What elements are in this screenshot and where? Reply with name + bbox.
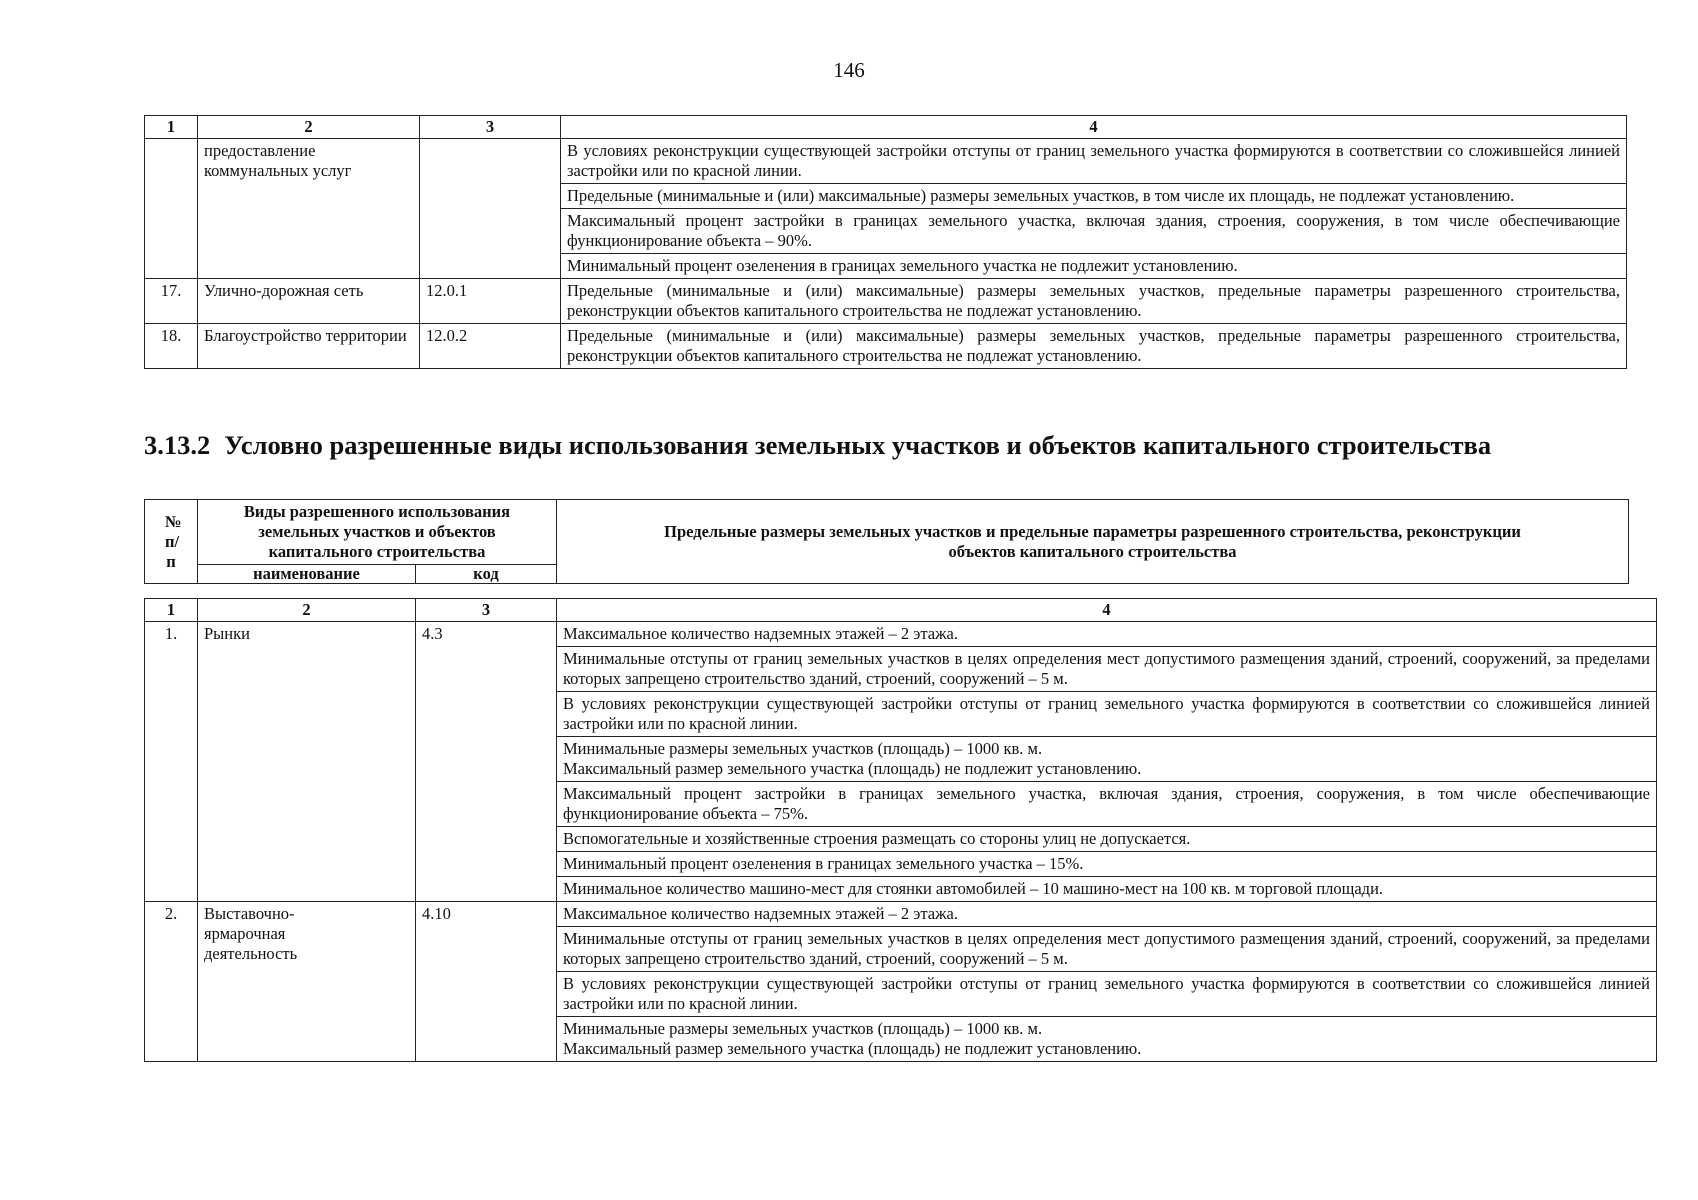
conditional-uses-table-header	[144, 499, 1629, 584]
parameter-cell: Максимальное количество надземных этажей – 2 этажа.	[557, 902, 1657, 927]
column-number: 4	[557, 599, 1657, 622]
column-number: 3	[420, 116, 561, 139]
use-code: 4.10	[416, 902, 557, 1062]
row-number: 2.	[145, 902, 198, 1062]
row-number: 17.	[145, 279, 198, 324]
table-row	[145, 902, 1657, 927]
section-title: Условно разрешенные виды использования земельных участков и объектов капитального строительства	[224, 430, 1492, 460]
use-code: 4.3	[416, 622, 557, 902]
parameter-cell: Минимальный процент озеленения в границах земельного участка не подлежит установлению.	[561, 254, 1627, 279]
parameter-cell: Минимальное количество машино-мест для стоянки автомобилей – 10 машино-мест на 100 кв. м торговой площади.	[557, 877, 1657, 902]
parameter-cell: Минимальные отступы от границ земельных участков в целях определения мест допустимого размещения зданий, строений, сооружений, за пределами которых запрещено строительство зданий, строений, сооружений – 5 м.	[557, 647, 1657, 692]
section-heading	[144, 430, 1684, 461]
parameter-cell: Максимальный процент застройки в границах земельного участка, включая здания, строения, сооружения, в том числе обеспечивающие функционирование объекта – 90%.	[561, 209, 1627, 254]
parameter-cell: Минимальные размеры земельных участков (площадь) – 1000 кв. м. Максимальный размер земельного участка (площадь) не подлежит установлению.	[557, 737, 1657, 782]
parameter-cell: Минимальный процент озеленения в границах земельного участка – 15%.	[557, 852, 1657, 877]
parameter-cell: В условиях реконструкции существующей застройки отступы от границ земельного участка формируются в соответствии со сложившейся линией застройки или по красной линии.	[557, 692, 1657, 737]
column-number: 2	[198, 599, 416, 622]
parameter-cell: Предельные (минимальные и (или) максимальные) размеры земельных участков, предельные параметры разрешенного строительства, реконструкции объектов капитального строительства не подлежат установлению.	[561, 324, 1627, 369]
parameter-cell: Максимальное количество надземных этажей – 2 этажа.	[557, 622, 1657, 647]
column-number: 1	[145, 116, 198, 139]
use-name: Улично-дорожная сеть	[198, 279, 420, 324]
use-name: предоставление коммунальных услуг	[198, 139, 420, 279]
column-number: 4	[561, 116, 1627, 139]
zoning-table-continued	[144, 115, 1627, 369]
table-row	[145, 324, 1627, 369]
parameter-cell: Предельные (минимальные и (или) максимальные) размеры земельных участков, предельные параметры разрешенного строительства, реконструкции объектов капитального строительства не подлежат установлению.	[561, 279, 1627, 324]
row-number: 18.	[145, 324, 198, 369]
use-name: Выставочно-ярмарочная деятельность	[198, 902, 416, 1062]
parameter-cell: Максимальный процент застройки в границах земельного участка, включая здания, строения, сооружения, в том числе обеспечивающие функционирование объекта – 75%.	[557, 782, 1657, 827]
page-number: 146	[833, 58, 865, 82]
section-number: 3.13.2	[144, 430, 211, 460]
use-name: Рынки	[198, 622, 416, 902]
parameter-cell: В условиях реконструкции существующей застройки отступы от границ земельного участка формируются в соответствии со сложившейся линией застройки или по красной линии.	[561, 139, 1627, 184]
use-code: 12.0.1	[420, 279, 561, 324]
column-number-row	[145, 116, 1627, 139]
parameter-cell: Минимальные размеры земельных участков (площадь) – 1000 кв. м. Максимальный размер земельного участка (площадь) не подлежит установлению.	[557, 1017, 1657, 1062]
use-name: Благоустройство территории	[198, 324, 420, 369]
column-number-row	[145, 599, 1657, 622]
column-number: 1	[145, 599, 198, 622]
row-number: 1.	[145, 622, 198, 902]
parameter-cell: Минимальные отступы от границ земельных участков в целях определения мест допустимого размещения зданий, строений, сооружений, за пределами которых запрещено строительство зданий, строений, сооружений – 5 м.	[557, 927, 1657, 972]
header-parameters: Предельные размеры земельных участков и предельные параметры разрешенного строительства, реконструкции объектов капитального строительства	[557, 500, 1629, 584]
parameter-cell: Предельные (минимальные и (или) максимальные) размеры земельных участков, в том числе их площадь, не подлежат установлению.	[561, 184, 1627, 209]
use-code	[420, 139, 561, 279]
row-number	[145, 139, 198, 279]
header-number: № п/п	[145, 500, 198, 584]
table-row	[145, 622, 1657, 647]
table-row	[145, 139, 1627, 184]
header-use-code: код	[416, 565, 557, 584]
header-use-kinds: Виды разрешенного использования земельных участков и объектов капитального строительства	[198, 500, 557, 565]
header-use-name: наименование	[198, 565, 416, 584]
column-number: 3	[416, 599, 557, 622]
parameter-cell: Вспомогательные и хозяйственные строения размещать со стороны улиц не допускается.	[557, 827, 1657, 852]
column-number: 2	[198, 116, 420, 139]
use-code: 12.0.2	[420, 324, 561, 369]
table-row	[145, 279, 1627, 324]
parameter-cell: В условиях реконструкции существующей застройки отступы от границ земельного участка формируются в соответствии со сложившейся линией застройки или по красной линии.	[557, 972, 1657, 1017]
conditional-uses-table	[144, 598, 1657, 1062]
